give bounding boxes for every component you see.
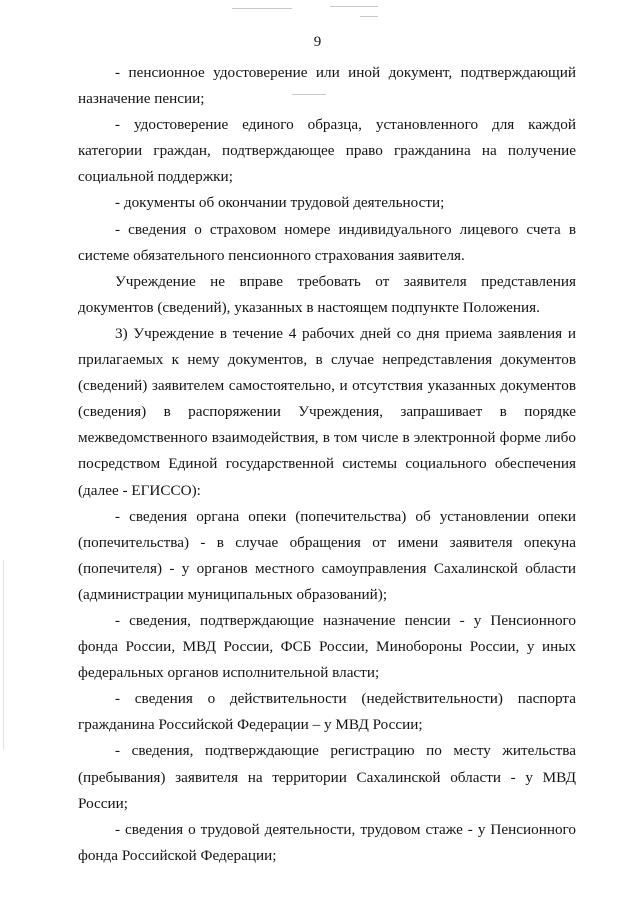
paragraph-end-of-work-documents: - документы об окончании трудовой деятельности; xyxy=(115,194,445,212)
scan-edge xyxy=(3,560,4,750)
page-number: 9 xyxy=(313,34,322,50)
paragraph-no-request-clause: Учреждение не вправе требовать от заявителя представления документов (сведений), указанных в настоящем подпункте Положения. xyxy=(78,272,576,316)
scan-artifact xyxy=(232,8,292,9)
paragraph-registration-info: - сведения, подтверждающие регистрацию по месту жительства (пребывания) заявителя на территории Сахалинской области - у МВД России; xyxy=(78,742,576,812)
paragraph-pension-assignment-info: - сведения, подтверждающие назначение пенсии - у Пенсионного фонда России, МВД России, ФСБ России, Минобороны России, у иных федеральных органов исполнительной власти; xyxy=(78,611,576,682)
paragraph-pension-certificate: - пенсионное удостоверение или иной документ, подтверждающий назначение пенсии; xyxy=(78,64,576,108)
document-body xyxy=(78,60,576,869)
paragraph-subclause-3: 3) Учреждение в течение 4 рабочих дней со дня приема заявления и прилагаемых к нему документов, в случае непредставления документов (сведений) заявителем самостоятельно, и отсутствия указанных документов (сведения) в распоряжении Учреждения, запрашивает в порядке межведомственного взаимодействия, в том числе в электронной форме либо посредством Единой государственной системы социального обеспечения (далее - ЕГИССО): xyxy=(78,324,576,499)
paragraph-uniform-certificate: - удостоверение единого образца, установленного для каждой категории граждан, подтверждающее право гражданина на получение социальной поддержки; xyxy=(78,116,576,186)
paragraph-insurance-number: - сведения о страховом номере индивидуального лицевого счета в системе обязательного пенсионного страхования заявителя. xyxy=(78,220,576,264)
paragraph-work-history-info: - сведения о трудовой деятельности, трудовом стаже - у Пенсионного фонда Российской Федерации; xyxy=(78,820,576,864)
scan-artifact xyxy=(360,16,378,17)
scan-artifact xyxy=(330,6,378,7)
paragraph-passport-validity-info: - сведения о действительности (недействительности) паспорта гражданина Российской Федерации – у МВД России; xyxy=(78,690,576,734)
paragraph-guardianship-info: - сведения органа опеки (попечительства) об установлении опеки (попечительства) - в случае обращения от имени заявителя опекуна (попечителя) - у органов местного самоуправления Сахалинской области (администрации муниципальных образований); xyxy=(78,507,576,603)
